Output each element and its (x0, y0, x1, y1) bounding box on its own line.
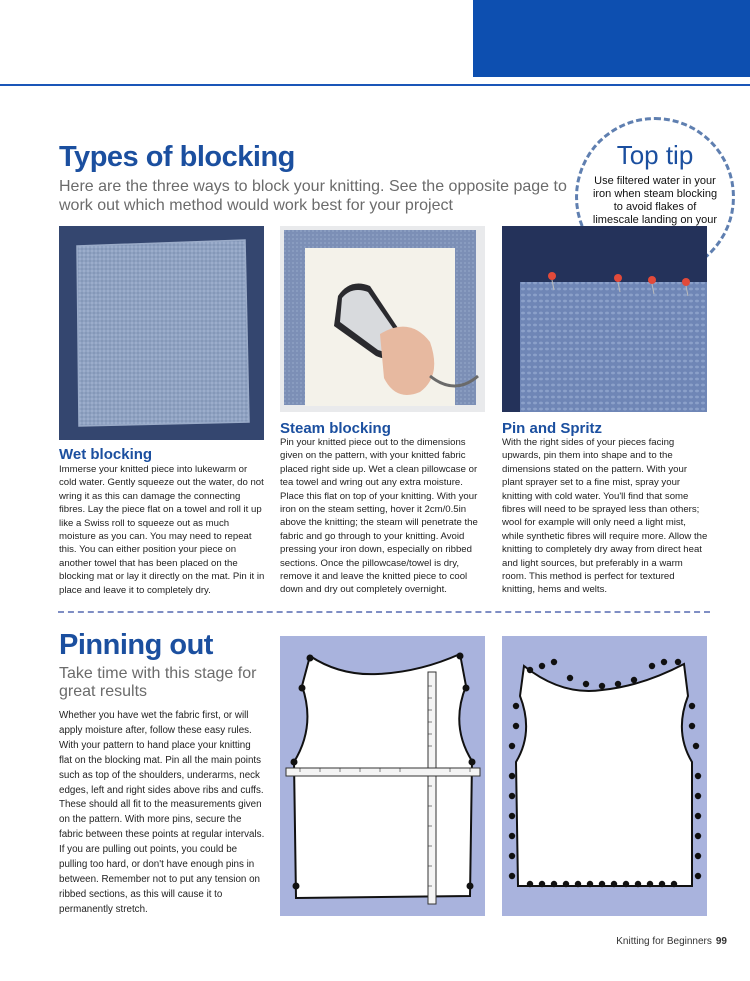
pins-diagram-svg (502, 636, 707, 916)
steam-blocking-image (280, 226, 485, 412)
types-subtitle: Here are the three ways to block your knitting. See the opposite page to work out which method would work best for your project (59, 178, 567, 214)
top-tip-title: Top tip (616, 140, 694, 170)
wet-blocking-photo (59, 226, 264, 440)
section-divider (58, 611, 710, 613)
wet-blocking-image (59, 226, 264, 440)
steam-blocking-text: Pin your knitted piece out to the dimensions given on the pattern, with your knitted fabric placed right side up. Wet a clean pillowcase or tea towel and wring out any extra moisture. Place this flat on top of your knitting. With your iron on the steam setting, hover it 2cm/0.5in above the knitting; the steam will penetrate the fabric and go through to your knitting. Avoid pressing your iron down, especially on ribbed sections. Once the pillowcase/towel is dry, remove it and leave the knitted piece to cool down and dry out completely overnight. (280, 437, 478, 596)
pin-spritz-photo (502, 226, 707, 412)
wet-blocking-heading: Wet blocking (59, 446, 153, 463)
steam-blocking-heading: Steam blocking (280, 420, 391, 437)
pinning-diagram-pins (502, 636, 707, 916)
top-tip-body: Use filtered water in your iron when steam blocking to avoid flakes of limescale landing on your (592, 175, 718, 226)
pinning-text: Whether you have wet the fabric first, or will apply moisture after, follow these easy rules. With your pattern to hand place your knitting flat on the blocking mat. Pin all the main points such as top of the shoulders, underarms, neck edges, left and right sides above ribs and cuffs. These should all fit to the measurements given on the pattern. With more pins, secure the fabric between these points at regular intervals. If you are pulling out points, you could be pulling too hard, or don't have enough pins in between. Remember not to put any tension on ribbed sections, as this will cause it to permanently stretch. (59, 710, 265, 915)
pin-spritz-heading: Pin and Spritz (502, 420, 603, 437)
pin-spritz-image (502, 226, 707, 412)
header-rule (0, 84, 750, 86)
types-title: Types of blocking (59, 141, 295, 173)
pinning-subtitle: Take time with this stage for great results (59, 665, 257, 700)
wet-blocking-text: Immerse your knitted piece into lukewarm or cold water. Gently squeeze out the water, do not wring it as this can damage the connecting fibres. Lay the piece flat on a towel and roll it up like a Swiss roll to squeeze out as much moisture as you can. You may need to repeat this. You can either position your piece on another towel that has been placed on the blocking mat or lay it directly on the mat. Pin it in place and leave it to completely dry. (59, 464, 265, 596)
header-color-block (473, 0, 750, 77)
steam-blocking-photo (280, 226, 485, 412)
pin-spritz-text: With the right sides of your pieces facing upwards, pin them into shape and to the dimensions stated on the pattern. With your plant sprayer set to a fine mist, spray your knitting with cold water. You'll find that some fibres will need to be sprayed less than others; wool for example will only need a light mist, while synthetic fibres will require more. Allow the knitting to completely dry away from direct heat and light sources, but preferably in a warm room. This method is perfect for textured knitting, hems and welts. (502, 437, 708, 596)
pinning-diagram-measure (280, 636, 485, 916)
footer-title: Knitting for Beginners (616, 936, 712, 947)
measure-diagram-svg (280, 636, 485, 916)
pinning-title: Pinning out (59, 629, 213, 661)
page-number: 99 (715, 936, 727, 947)
page-footer (616, 936, 727, 947)
